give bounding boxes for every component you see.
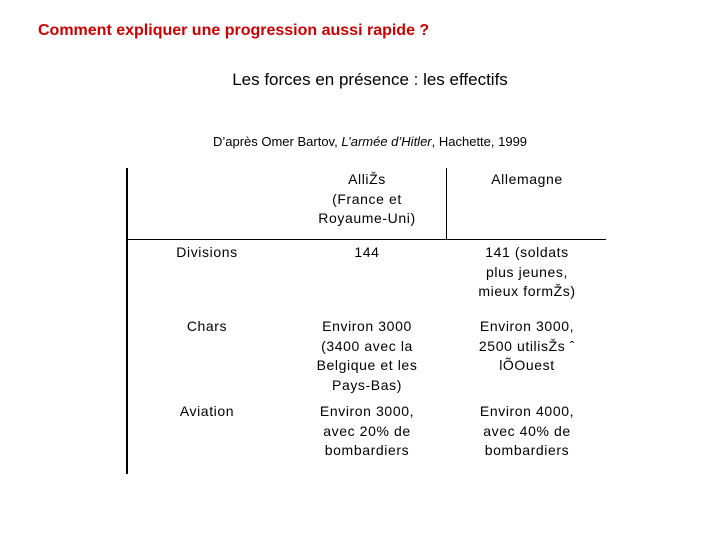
cell-aviation-allies: Environ 3000, avec 20% de bombardiers bbox=[319, 403, 415, 458]
cell-divisions-germany: 141 (soldats plus jeunes, mieux formŽs) bbox=[478, 244, 576, 299]
cell-divisions-allies: 144 bbox=[354, 244, 380, 260]
table-header-column-divider bbox=[446, 168, 447, 239]
header-germany: Allemagne bbox=[491, 171, 563, 187]
row-label-aviation: Aviation bbox=[179, 403, 235, 419]
source-author: D’après Omer Bartov, bbox=[212, 134, 342, 149]
source-citation bbox=[0, 134, 720, 149]
cell-tanks-germany: Environ 3000, 2500 utilisŽs ˆ lÕOuest bbox=[478, 318, 576, 373]
table-header-divider bbox=[126, 239, 606, 240]
cell-aviation-germany: Environ 4000, avec 40% de bombardiers bbox=[479, 403, 575, 458]
header-allies: AlliŽs (France et Royaume-Uni) bbox=[318, 171, 416, 226]
cell-tanks-allies: Environ 3000 (3400 avec la Belgique et les Pays-Bas) bbox=[316, 318, 418, 393]
slide-title: Comment expliquer une progression aussi rapide ? bbox=[38, 22, 430, 39]
row-label-tanks: Chars bbox=[186, 318, 228, 334]
source-book-title: L’armée d’Hitler bbox=[341, 134, 432, 149]
slide-subtitle: Les forces en présence : les effectifs bbox=[232, 70, 508, 89]
row-label-divisions: Divisions bbox=[176, 244, 238, 260]
source-publisher: , Hachette, 1999 bbox=[431, 134, 528, 149]
